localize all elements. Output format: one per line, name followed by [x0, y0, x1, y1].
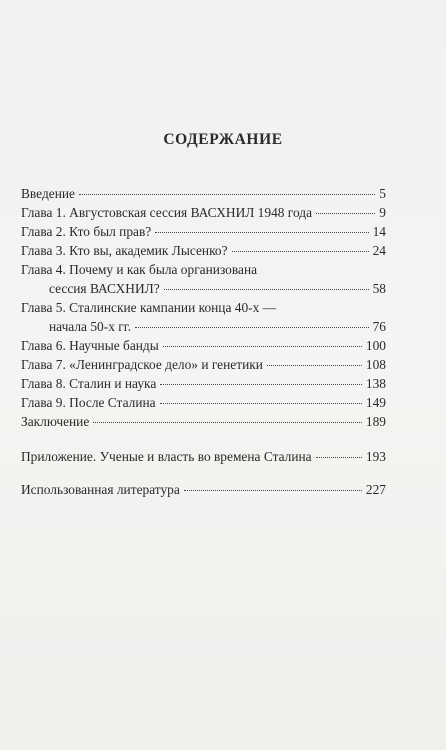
toc-page-number: 138: [365, 376, 386, 391]
toc-entry-appendix: [21, 447, 386, 466]
toc-entry-title: Глава 2. Кто был прав?: [21, 224, 152, 239]
toc-entry-title: Заключение: [21, 414, 90, 429]
toc-entry-chapter-4: [21, 260, 386, 298]
toc-spacer: [21, 466, 386, 480]
dot-leader: [164, 289, 369, 290]
toc-entry-chapter-2: [21, 222, 386, 241]
dot-leader: [160, 403, 362, 404]
toc-page-number: 5: [379, 186, 386, 201]
toc-entry-chapter-8: [21, 374, 386, 393]
toc-entry-title: Глава 7. «Ленинградское дело» и генетики: [21, 357, 263, 372]
toc-page-number: 100: [365, 338, 386, 353]
toc-entry-title: Глава 5. Сталинские кампании конца 40-х —: [21, 300, 277, 315]
dot-leader: [160, 384, 362, 385]
toc-entry-references: [21, 480, 386, 499]
toc-entry-chapter-5: [21, 298, 386, 336]
toc-entry-chapter-3: [21, 241, 386, 260]
toc-page-number: 149: [365, 395, 386, 410]
toc-entry-chapter-1: [21, 203, 386, 222]
toc-entry-title: Глава 3. Кто вы, академик Лысенко?: [21, 243, 228, 258]
dot-leader: [155, 232, 368, 233]
toc-entry-title: Глава 9. После Сталина: [21, 395, 156, 410]
page-title: СОДЕРЖАНИЕ: [163, 131, 283, 148]
toc-page-number: 108: [365, 357, 386, 372]
dot-leader: [184, 490, 362, 491]
toc-page-number: 193: [365, 449, 386, 464]
toc-entry-chapter-7: [21, 355, 386, 374]
toc-entry-chapter-6: [21, 336, 386, 355]
dot-leader: [267, 365, 362, 366]
toc-entry-title: Использованная литература: [21, 482, 180, 497]
dot-leader: [79, 194, 375, 195]
toc-entry-title: Глава 1. Августовская сессия ВАСХНИЛ 1948 года: [21, 205, 313, 220]
toc-entry-title: Глава 4. Почему и как была организована: [21, 262, 258, 277]
toc-entry-title: Приложение. Ученые и власть во времена Сталина: [21, 449, 312, 464]
toc-page-number: 14: [372, 224, 386, 239]
toc-entry-title: Глава 6. Научные банды: [21, 338, 159, 353]
dot-leader: [135, 327, 369, 328]
toc-spacer: [21, 431, 386, 447]
dot-leader: [316, 457, 362, 458]
dot-leader: [163, 346, 362, 347]
toc-page-number: 58: [372, 281, 386, 296]
dot-leader: [316, 213, 375, 214]
toc-entry-title-continued: начала 50-х гг.: [49, 319, 132, 334]
table-of-contents: [21, 184, 386, 499]
toc-entry-conclusion: [21, 412, 386, 431]
toc-page-number: 24: [372, 243, 386, 258]
toc-entry-chapter-9: [21, 393, 386, 412]
toc-page-number: 189: [365, 414, 386, 429]
toc-entry-introduction: [21, 184, 386, 203]
toc-entry-title-continued: сессия ВАСХНИЛ?: [49, 281, 160, 296]
dot-leader: [93, 422, 362, 423]
toc-entry-title: Глава 8. Сталин и наука: [21, 376, 157, 391]
toc-page-number: 76: [372, 319, 386, 334]
dot-leader: [232, 251, 369, 252]
toc-entry-title: Введение: [21, 186, 75, 201]
toc-page-number: 227: [365, 482, 386, 497]
toc-page-number: 9: [379, 205, 386, 220]
